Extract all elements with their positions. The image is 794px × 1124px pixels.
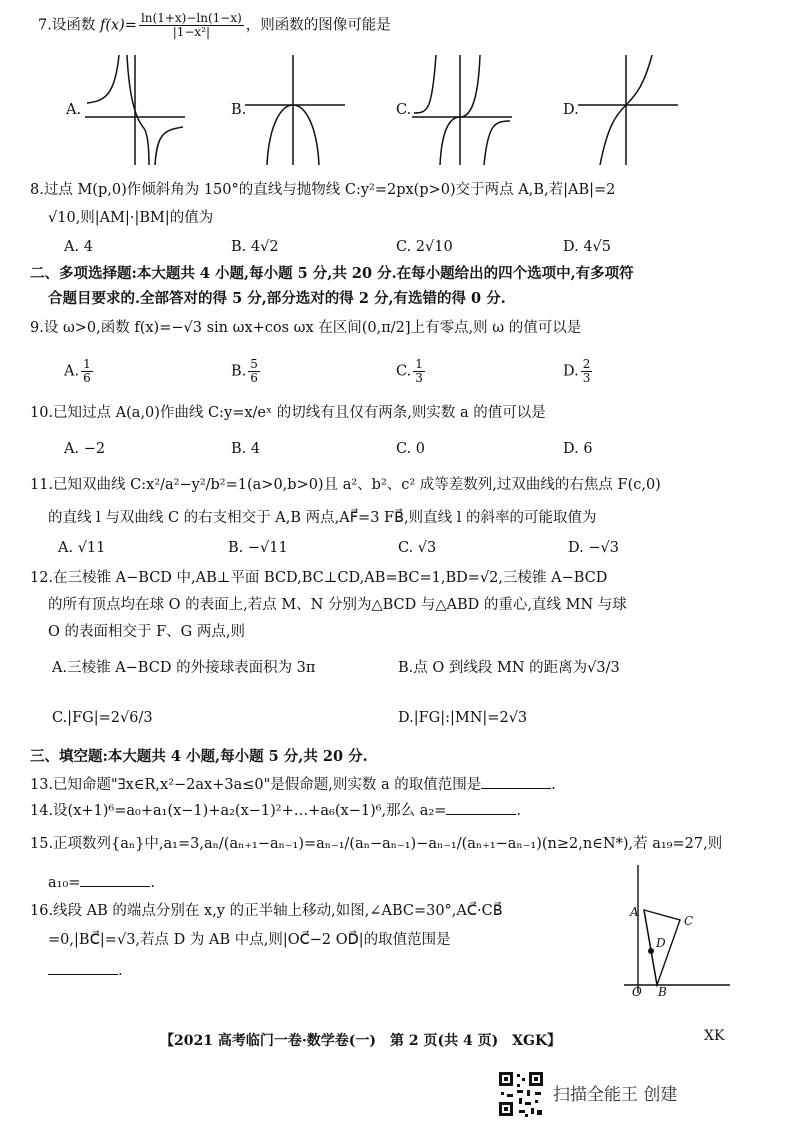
q9-option-d-den: 3: [582, 371, 591, 386]
q11-line1: 11.已知双曲线 C:x²/a²−y²/b²=1(a>0,b>0)且 a²、b²、c² 成等差数列,过双曲线的右焦点 F(c,0): [30, 477, 661, 493]
q11-option-b: B. −√11: [228, 540, 288, 556]
q7-func-num: ln(1+x)−ln(1−x): [140, 11, 242, 25]
q11-line2: 的直线 l 与双曲线 C 的右支相交于 A,B 两点,AF⃗=3 FB⃗,则直线 l 的斜率的可能取值为: [48, 510, 597, 526]
q12-option-c: C.|FG|=2√6/3: [52, 710, 153, 726]
q13-line: 13.已知命题"∃x∈R,x²−2ax+3a≤0"是假命题,则实数 a 的取值范围是 .: [30, 774, 556, 794]
q10-option-b: B. 4: [231, 441, 261, 457]
q8-line1: 8.过点 M(p,0)作倾斜角为 150°的直线与抛物线 C:y²=2px(p>0)交于两点 A,B,若|AB|=2: [30, 182, 616, 198]
q9-option-c-label: C.: [396, 363, 412, 380]
q7-stem-pre: 7.设函数: [38, 17, 100, 34]
q9-option-a: [64, 358, 95, 385]
q11-option-c: C. √3: [398, 540, 437, 556]
q9-option-d: [563, 358, 594, 385]
q14-line: 14.设(x+1)⁶=a₀+a₁(x−1)+a₂(x−1)²+…+a₆(x−1)⁶,那么 a₂= .: [30, 800, 521, 820]
q9-option-d-num: 2: [582, 357, 591, 371]
section3-heading: 三、填空题:本大题共 4 小题,每小题 5 分,共 20 分.: [30, 748, 368, 765]
q7-func-fraction: [139, 12, 244, 39]
q15-line2: a₁₀= .: [48, 872, 155, 892]
q14-answer-blank[interactable]: [446, 800, 516, 815]
scanner-watermark: 扫描全能王 创建: [553, 1085, 678, 1105]
q8-option-a: A. 4: [64, 239, 93, 255]
q7-stem-post: ，则函数的图像可能是: [245, 17, 391, 34]
q16-line1: 16.线段 AB 的端点分别在 x,y 的正半轴上移动,如图,∠ABC=30°,AC⃗·CB⃗: [30, 903, 503, 919]
q7-graph-d: [578, 55, 678, 165]
q8-option-c: C. 2√10: [396, 239, 453, 255]
q10-option-c: C. 0: [396, 441, 426, 457]
q16-label-c: C: [684, 914, 694, 928]
q12-option-b: B.点 O 到线段 MN 的距离为√3/3: [398, 660, 620, 676]
q9-option-a-num: 1: [83, 357, 91, 371]
q7-func-den: |1−x²|: [172, 25, 211, 40]
q10-stem: 10.已知过点 A(a,0)作曲线 C:y=x/eˣ 的切线有且仅有两条,则实数 a 的值可以是: [30, 405, 546, 421]
q9-option-a-label: A.: [64, 363, 80, 380]
q9-option-d-fraction: [581, 358, 593, 385]
q16-label-d: D: [656, 936, 666, 950]
q7-stem: [38, 12, 391, 39]
q7-func-lhs: f(x)=: [99, 17, 137, 34]
q16-label-b: B: [658, 985, 667, 999]
footer-tag: XK: [704, 1028, 725, 1044]
q14-stem: 14.设(x+1)⁶=a₀+a₁(x−1)+a₂(x−1)²+…+a₆(x−1)⁶,那么 a₂=: [30, 803, 447, 819]
q9-option-b-fraction: [248, 358, 260, 385]
q12-line3: O 的表面相交于 F、G 两点,则: [48, 624, 245, 640]
q7-option-d-label: D.: [563, 102, 579, 118]
q16-answer-blank[interactable]: [48, 960, 118, 975]
q15-answer-blank[interactable]: [80, 872, 150, 887]
q16-label-o: O: [632, 985, 642, 999]
q10-option-d: D. 6: [563, 441, 593, 457]
q8-option-d: D. 4√5: [563, 239, 612, 255]
q12-option-d: D.|FG|:|MN|=2√3: [398, 710, 528, 726]
q16-label-a: A: [630, 905, 639, 919]
q12-line1: 12.在三棱锥 A−BCD 中,AB⊥平面 BCD,BC⊥CD,AB=BC=1,BD=√2,三棱锥 A−BCD: [30, 570, 608, 586]
q9-option-c: [396, 358, 427, 385]
section2-heading-line1: 二、多项选择题:本大题共 4 小题,每小题 5 分,共 20 分.在每小题给出的四个选项中,有多项符: [30, 265, 634, 282]
q11-option-a: A. √11: [58, 540, 106, 556]
q12-option-a: A.三棱锥 A−BCD 的外接球表面积为 3π: [52, 660, 316, 676]
q7-option-c-label: C.: [396, 102, 412, 118]
q8-option-b: B. 4√2: [231, 239, 279, 255]
q11-option-d: D. −√3: [568, 540, 619, 556]
q13-stem: 13.已知命题"∃x∈R,x²−2ax+3a≤0"是假命题,则实数 a 的取值范围是: [30, 777, 482, 793]
q7-graph-a: [85, 55, 185, 165]
q15-line1: 15.正项数列{aₙ}中,a₁=3,aₙ/(aₙ₊₁−aₙ₋₁)=aₙ₋₁/(aₙ−aₙ₋₁)−aₙ₋₁/(aₙ₊₁−aₙ₋₁)(n≥2,n∈N*),若 a₁₉=27,则: [30, 836, 723, 852]
q7-option-b-label: B.: [231, 102, 247, 118]
q7-option-a-label: A.: [66, 102, 82, 118]
q9-stem: 9.设 ω>0,函数 f(x)=−√3 sin ωx+cos ωx 在区间(0,π/2]上有零点,则 ω 的值可以是: [30, 320, 582, 336]
q13-answer-blank[interactable]: [481, 774, 551, 789]
q16-line2: =0,|BC⃗|=√3,若点 D 为 AB 中点,则|OC⃗−2 OD⃗|的取值范围是: [48, 932, 451, 948]
q9-option-d-label: D.: [563, 363, 579, 380]
q9-option-b-den: 6: [250, 371, 258, 386]
q12-line2: 的所有顶点均在球 O 的表面上,若点 M、N 分别为△BCD 与△ABD 的重心,直线 MN 与球: [48, 597, 627, 613]
q16-line3: .: [48, 960, 123, 980]
q8-line2: √10,则|AM|·|BM|的值为: [48, 210, 214, 226]
q10-option-a: A. −2: [64, 441, 106, 457]
q7-graph-b: [245, 55, 345, 165]
q15-line2-text: a₁₀=: [48, 875, 81, 891]
exam-footer: 【2021 高考临门一卷·数学卷(一) 第 2 页(共 4 页) XGK】: [160, 1033, 562, 1049]
q9-option-a-fraction: [81, 358, 93, 385]
q16-figure: [620, 865, 730, 1005]
q9-option-b-num: 5: [250, 357, 258, 371]
section2-heading-line2: 合题目要求的.全部答对的得 5 分,部分选对的得 2 分,有选错的得 0 分.: [48, 290, 506, 307]
q9-option-c-den: 3: [415, 371, 423, 386]
q9-option-b-label: B.: [231, 363, 247, 380]
q9-option-a-den: 6: [83, 371, 91, 386]
q9-option-b: [231, 358, 262, 385]
q9-option-c-num: 1: [415, 357, 423, 371]
q7-graph-c: [412, 55, 512, 165]
q9-option-c-fraction: [413, 358, 425, 385]
qr-code-icon: [497, 1070, 545, 1118]
